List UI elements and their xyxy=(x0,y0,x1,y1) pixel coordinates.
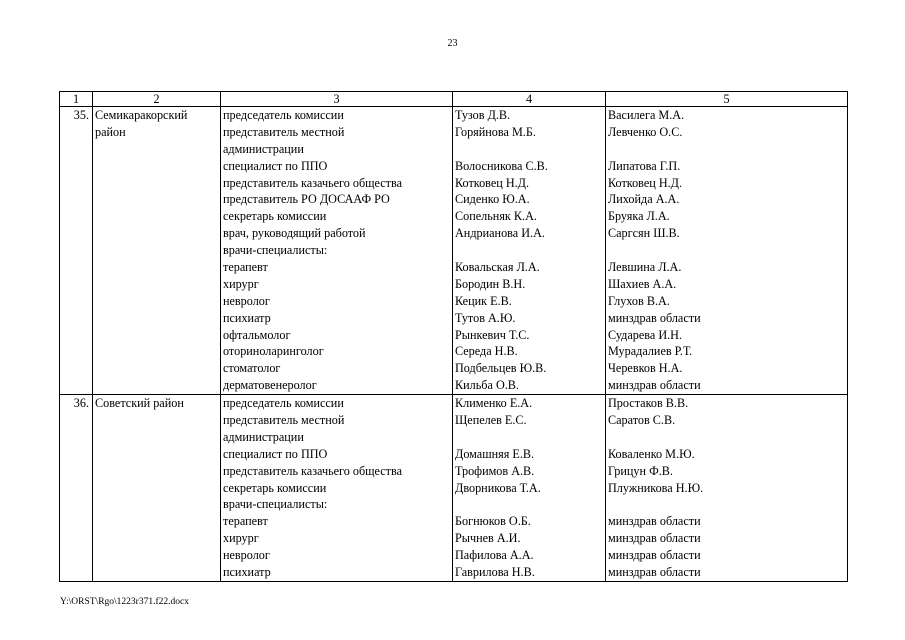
role-line: представитель местной xyxy=(223,124,345,139)
member-name-line: Дворникова Т.А. xyxy=(455,480,541,495)
member-name-line: Сопельняк К.А. xyxy=(455,209,537,224)
role-line: администрации xyxy=(223,429,304,444)
district-cell xyxy=(93,395,221,582)
table-header xyxy=(60,92,848,107)
district-cell xyxy=(93,107,221,395)
reserve-name-line: Плужникова Н.Ю. xyxy=(608,480,704,495)
role-line: офтальмолог xyxy=(223,327,291,342)
reserve-name-line xyxy=(608,242,845,259)
members-cell xyxy=(453,107,606,395)
role-line: секретарь комиссии xyxy=(223,209,327,224)
reserve-name-line: Левшина Л.А. xyxy=(608,260,682,275)
reserve-name-line: минздрав области xyxy=(608,565,701,580)
column-header-5: 5 xyxy=(606,92,848,107)
page-number: 23 xyxy=(447,38,458,49)
role-line: врачи-специалисты: xyxy=(223,497,328,512)
member-name-line: Бородин В.Н. xyxy=(455,276,526,291)
member-name-line: Сиденко Ю.А. xyxy=(455,192,530,207)
row-number: 35. xyxy=(60,107,93,395)
role-line: стоматолог xyxy=(223,361,281,376)
column-header-4: 4 xyxy=(453,92,606,107)
member-name-line: Щепелев Е.С. xyxy=(455,413,527,428)
role-line: оториноларинголог xyxy=(223,344,324,359)
reserve-name-line xyxy=(608,141,845,158)
role-line: председатель комиссии xyxy=(223,108,344,122)
role-line: хирург xyxy=(223,531,259,546)
role-line: секретарь комиссии xyxy=(223,480,327,495)
reserve-name-line: Простаков В.В. xyxy=(608,396,689,411)
role-line: психиатр xyxy=(223,310,271,325)
district-name-line: Советский район xyxy=(95,396,184,411)
table-body xyxy=(60,107,848,582)
role-line: врач, руководящий работой xyxy=(223,226,366,241)
member-name-line: Тутов А.Ю. xyxy=(455,310,516,325)
role-line: представитель казачьего общества xyxy=(223,175,403,190)
member-name-line: Кецик Е.В. xyxy=(455,293,512,308)
member-name-line xyxy=(455,429,603,446)
row-number: 36. xyxy=(60,395,93,582)
reserves-cell xyxy=(606,107,848,395)
reserve-name-line xyxy=(608,429,845,446)
member-name-line: Клименко Е.А. xyxy=(455,396,533,411)
member-name-line: Андрианова И.А. xyxy=(455,226,545,241)
role-line: терапевт xyxy=(223,514,268,529)
table-row xyxy=(60,107,848,395)
roles-cell xyxy=(221,395,453,582)
reserve-name-line: Котковец Н.Д. xyxy=(608,175,683,190)
role-line: невролог xyxy=(223,293,270,308)
role-line: специалист по ППО xyxy=(223,446,328,461)
member-name-line: Богнюков О.Б. xyxy=(455,514,531,529)
role-line: председатель комиссии xyxy=(223,396,344,411)
reserve-name-line: Василега М.А. xyxy=(608,108,685,122)
member-name-line: Ковальская Л.А. xyxy=(455,260,540,275)
reserve-name-line: минздрав области xyxy=(608,514,701,529)
member-name-line: Домашняя Е.В. xyxy=(455,446,535,461)
role-line: представитель местной xyxy=(223,413,345,428)
reserve-name-line: Коваленко М.Ю. xyxy=(608,446,695,461)
member-name-line: Тузов Д.В. xyxy=(455,108,511,122)
member-name-line: Кильба О.В. xyxy=(455,378,519,393)
district-name-line: Семикаракорский xyxy=(95,108,188,122)
column-header-2: 2 xyxy=(93,92,221,107)
member-name-line xyxy=(455,141,603,158)
column-header-3: 3 xyxy=(221,92,453,107)
table-header-row xyxy=(60,92,848,107)
member-name-line: Подбельцев Ю.В. xyxy=(455,361,547,376)
reserve-name-line: Левченко О.С. xyxy=(608,124,683,139)
column-header-1: 1 xyxy=(60,92,93,107)
reserve-name-line: Липатова Г.П. xyxy=(608,158,681,173)
role-line: психиатр xyxy=(223,565,271,580)
reserve-name-line: Саргсян Ш.В. xyxy=(608,226,680,241)
reserve-name-line xyxy=(608,496,845,513)
member-name-line xyxy=(455,496,603,513)
member-name-line xyxy=(455,242,603,259)
member-name-line: Рынкевич Т.С. xyxy=(455,327,530,342)
reserve-name-line: Глухов В.А. xyxy=(608,293,670,308)
role-line: специалист по ППО xyxy=(223,158,328,173)
reserve-name-line: Лихойда А.А. xyxy=(608,192,680,207)
commission-table xyxy=(59,91,848,582)
role-line: дерматовенеролог xyxy=(223,378,317,393)
role-line: представитель казачьего общества xyxy=(223,463,403,478)
reserve-name-line: Бруяка Л.А. xyxy=(608,209,670,224)
reserve-name-line: Черевков Н.А. xyxy=(608,361,683,376)
reserve-name-line: минздрав области xyxy=(608,310,701,325)
file-path-footer: Y:\ORST\Rgo\1223r371.f22.docx xyxy=(60,597,189,607)
members-cell xyxy=(453,395,606,582)
role-line: врачи-специалисты: xyxy=(223,243,328,258)
district-name-line: район xyxy=(95,124,126,139)
table-row xyxy=(60,395,848,582)
roles-cell xyxy=(221,107,453,395)
member-name-line: Котковец Н.Д. xyxy=(455,175,530,190)
reserve-name-line: Грицун Ф.В. xyxy=(608,463,673,478)
reserve-name-line: минздрав области xyxy=(608,548,701,563)
member-name-line: Середа Н.В. xyxy=(455,344,518,359)
member-name-line: Рычнев А.И. xyxy=(455,531,521,546)
reserve-name-line: Саратов С.В. xyxy=(608,413,676,428)
role-line: представитель РО ДОСААФ РО xyxy=(223,192,390,207)
member-name-line: Пафилова А.А. xyxy=(455,548,534,563)
role-line: администрации xyxy=(223,141,304,156)
role-line: хирург xyxy=(223,276,259,291)
reserve-name-line: минздрав области xyxy=(608,378,701,393)
member-name-line: Трофимов А.В. xyxy=(455,463,535,478)
member-name-line: Волосникова С.В. xyxy=(455,158,548,173)
reserves-cell xyxy=(606,395,848,582)
reserve-name-line: Мурадалиев Р.Т. xyxy=(608,344,693,359)
reserve-name-line: Шахиев А.А. xyxy=(608,276,677,291)
role-line: невролог xyxy=(223,548,270,563)
role-line: терапевт xyxy=(223,260,268,275)
reserve-name-line: Сударева И.Н. xyxy=(608,327,683,342)
member-name-line: Горяйнова М.Б. xyxy=(455,124,536,139)
reserve-name-line: минздрав области xyxy=(608,531,701,546)
member-name-line: Гаврилова Н.В. xyxy=(455,565,535,580)
